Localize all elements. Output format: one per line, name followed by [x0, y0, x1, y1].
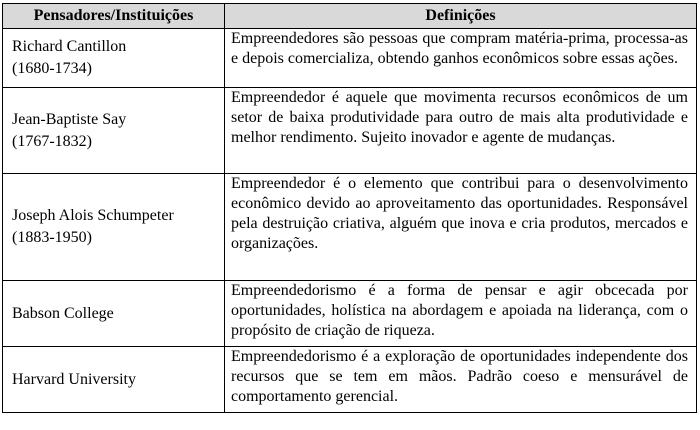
header-definitions: Definições [225, 4, 697, 29]
author-cell [3, 88, 225, 174]
definition-cell: Empreendedores são pessoas que compram matéria-prima, processa-as e depois comercializa, obtendo ganhos econômicos sobre essas ações. [225, 29, 697, 88]
definition-cell: Empreendedor é o elemento que contribui para o desenvolvimento econômico devido ao aproveitamento das oportunidades. Responsável pela destruição criativa, alguém que inova e cria produtos, mercados e organizações. [225, 174, 697, 281]
header-thinkers-institutions: Pensadores/Instituições [3, 4, 225, 29]
author-years: (1883-1950) [12, 229, 92, 246]
author-cell [3, 29, 225, 88]
author-name: Richard Cantillon [12, 38, 127, 55]
definition-cell: Empreendedor é aquele que movimenta recursos econômicos de um setor de baixa produtividade para outro de mais alta produtividade e melhor rendimento. Sujeito inovador e agente de mudanças. [225, 88, 697, 174]
table-row [3, 281, 697, 347]
author-years: (1767-1832) [12, 132, 92, 150]
author-years: (1680-1734) [12, 60, 92, 77]
table-row [3, 347, 697, 413]
author-name: Babson College [12, 304, 114, 322]
definitions-table [2, 3, 697, 413]
author-cell [3, 347, 225, 413]
author-cell [3, 174, 225, 281]
table-row [3, 29, 697, 88]
table-header-row [3, 4, 697, 29]
table-row [3, 88, 697, 174]
author-name: Jean-Baptiste Say [12, 110, 127, 128]
author-name: Joseph Alois Schumpeter [12, 207, 174, 224]
definition-cell: Empreendedorismo é a forma de pensar e agir obcecada por oportunidades, holística na abordagem e apoiada na liderança, com o propósito de criação de riqueza. [225, 281, 697, 347]
definition-cell: Empreendedorismo é a exploração de oportunidades independente dos recursos que se tem em mãos. Padrão coeso e mensurável de comportamento gerencial. [225, 347, 697, 413]
author-name: Harvard University [12, 370, 136, 388]
table-row [3, 174, 697, 281]
author-cell [3, 281, 225, 347]
definitions-table-container [2, 3, 697, 413]
